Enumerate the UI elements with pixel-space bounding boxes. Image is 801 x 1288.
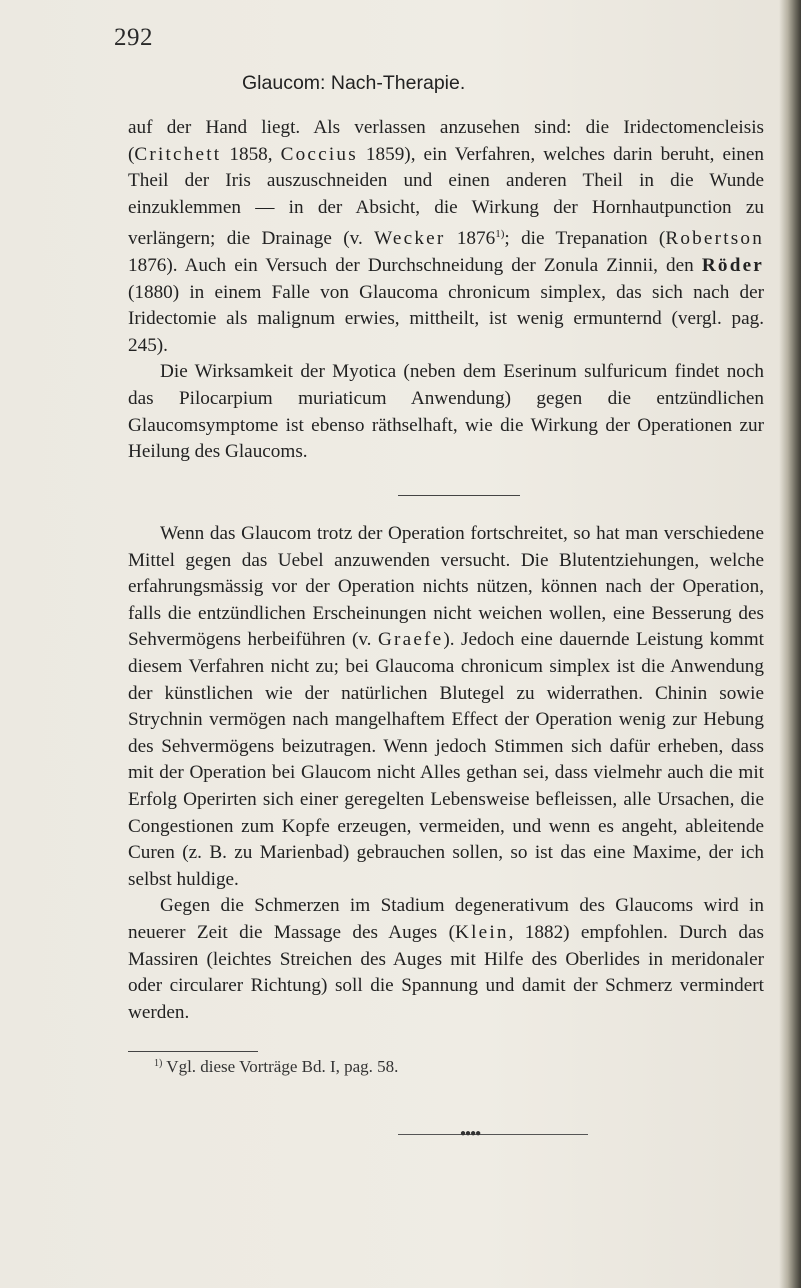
paragraph-progression: Wenn das Glaucom trotz der Operation fortschreitet, so hat man verschiedene Mittel gegen das Uebel anzuwenden versucht. Die Blutentziehungen, welche erfahrungsmässig vor der Operation nichts nützen, können nach der Operation, falls die entzündlichen Erscheinungen nicht weichen wollen, eine Besserung des Sehvermögens herbeiführen (v. Graefe). Jedoch eine dauernde Leistung kommt diesem Verfahren nicht zu; bei Glaucoma chronicum simplex ist die Anwendung der künstlichen wie der natürlichen Blutegel zu widerrathen. Chinin sowie Strychnin vermögen nach mangelhaftem Effect der Operation wenig zur Hebung des Sehvermögens beizutragen. Wenn jedoch Stimmen sich dafür erheben, dass mit der Operation bei Glaucom nicht Alles gethan sei, dass vielmehr auch die mit Erfolg Operirten sich einer geregelten Lebensweise befleissen, alle Ursachen, die Congestionen zum Kopfe erzeugen, vermeiden, und wenn es angeht, ableitende Curen (z. B. zu Marienbad) gebrauchen sollen, so ist das eine Maxime, der ich selbst huldige. xyxy=(128,523,764,890)
footnote-rule xyxy=(128,1051,258,1052)
page-number: 292 xyxy=(114,24,153,51)
author-name: Klein xyxy=(455,921,509,943)
author-name: Wecker xyxy=(374,228,446,250)
ornament-dots: ●●●● xyxy=(460,1128,481,1139)
author-name: Röder xyxy=(701,254,764,276)
running-head: Glaucom: Nach-Therapie. xyxy=(242,72,466,94)
paragraph-myotica: Die Wirksamkeit der Myotica (neben dem Eserinum sulfuricum findet noch das Pilocarpium muriaticum Anwendung) gegen die entzündlichen Glaucomsymptome ist ebenso räthselhaft, wie die Wirkung der Operationen zur Heilung des Glaucoms. xyxy=(128,361,764,463)
ornament-line xyxy=(398,1134,588,1135)
author-name: Graefe xyxy=(377,629,444,651)
paragraph-operations: auf der Hand liegt. Als verlassen anzusehen sind: die Iridectomencleisis (Critchett 1858, Coccius 1859), ein Verfahren, welches darin beruht, einen Theil der Iris auszuschneiden und einen anderen Theil in die Wunde einzuklemmen — in der Absicht, die Wirkung der Hornhautpunction zu verlängern; die Drainage (v. Wecker 1876$^{1)}$; die Trepanation (Robertson 1876). Auch ein Versuch der Durchschneidung der Zonula Zinnii, den Röder (1880) in einem Falle von Glaucoma chronicum simplex, das sich nach der Iridectomie als malignum erwies, mittheilt, ist wenig ermunternd (vergl. pag. 245). xyxy=(128,117,765,356)
footnote-marker: 1) xyxy=(495,228,505,241)
footnote xyxy=(154,1057,398,1077)
section-divider xyxy=(398,495,520,496)
text-block-top xyxy=(128,115,764,466)
author-name: Robertson xyxy=(665,228,765,250)
end-ornament xyxy=(398,1128,588,1139)
footnote-marker: 1) xyxy=(154,1058,163,1069)
footnote-text: Vgl. diese Vorträge Bd. I, pag. 58. xyxy=(162,1057,399,1076)
author-name: Coccius xyxy=(280,143,358,165)
paragraph-massage: Gegen die Schmerzen im Stadium degenerativum des Glaucoms wird in neuerer Zeit die Massage des Auges (Klein, 1882) empfohlen. Durch das Massiren (leichtes Streichen des Auges mit Hilfe des Oberlides in meridonaler oder circularer Richtung) soll die Spannung und damit der Schmerz vermindert werden. xyxy=(128,895,764,1023)
author-name: Critchett xyxy=(134,143,222,165)
page-edge-shadow xyxy=(779,0,801,1288)
text-block-bottom xyxy=(128,521,764,1026)
